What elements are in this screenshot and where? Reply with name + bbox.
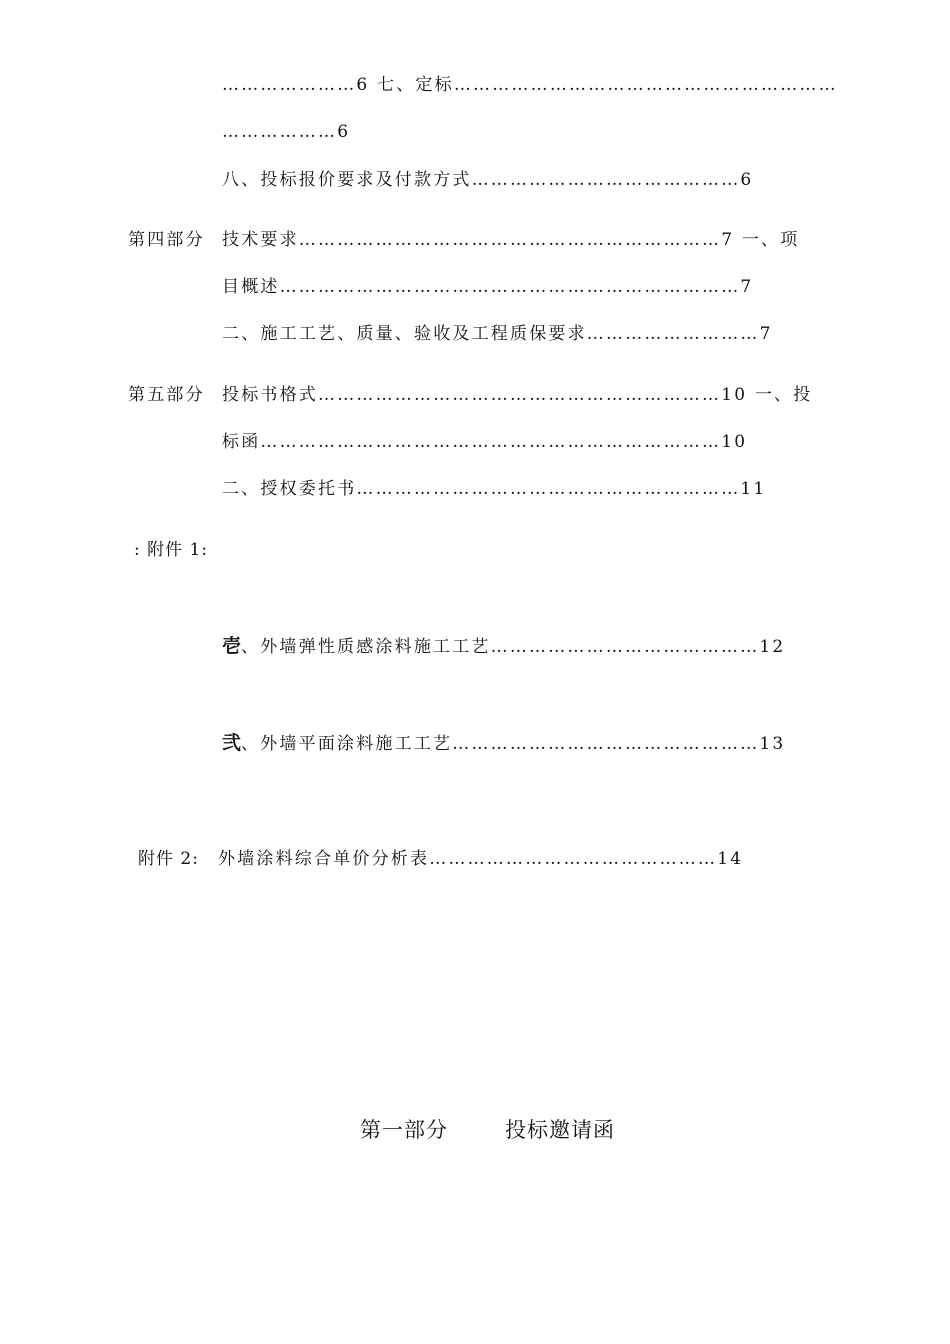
toc-part5-label: 第五部分 bbox=[128, 385, 205, 405]
toc-attachment1-label: : 附件 1: bbox=[134, 540, 209, 560]
toc-attachment1-item2 bbox=[222, 732, 785, 755]
toc-line-continuation-1: …………………6 七、定标…………………………………………………… bbox=[222, 75, 838, 95]
item-text-1: 、外墙弹性质感涂料施工工艺……………………………………12 bbox=[241, 637, 786, 657]
toc-line-bid-price: 八、投标报价要求及付款方式……………………………………6 bbox=[222, 170, 754, 190]
toc-attachment2-label: 附件 2: bbox=[138, 849, 199, 869]
toc-part5-line1: 投标书格式………………………………………………………10 一、投 bbox=[222, 385, 813, 405]
item-number-1: 壱 bbox=[222, 635, 242, 657]
item-number-2: 弐 bbox=[222, 732, 242, 754]
toc-attachment2-line: 外墙涂料综合单价分析表………………………………………14 bbox=[218, 849, 744, 869]
toc-line-continuation-2: ………………6 bbox=[222, 122, 351, 142]
toc-attachment1-item1 bbox=[222, 635, 785, 658]
item-text-2: 、外墙平面涂料施工工艺…………………………………………13 bbox=[241, 734, 786, 754]
toc-part4-line3: 二、施工工艺、质量、验收及工程质保要求………………………7 bbox=[222, 324, 773, 344]
toc-part4-label: 第四部分 bbox=[128, 230, 205, 250]
section-heading-title: 投标邀请函 bbox=[505, 1118, 615, 1142]
toc-part5-line2: 标函………………………………………………………………10 bbox=[222, 432, 748, 452]
section-heading-part: 第一部分 bbox=[360, 1118, 448, 1142]
toc-part5-line3: 二、授权委托书……………………………………………………11 bbox=[222, 479, 767, 499]
toc-part4-line2: 目概述………………………………………………………………7 bbox=[222, 277, 754, 297]
toc-part4-line1: 技术要求…………………………………………………………7 一、项 bbox=[222, 230, 800, 250]
